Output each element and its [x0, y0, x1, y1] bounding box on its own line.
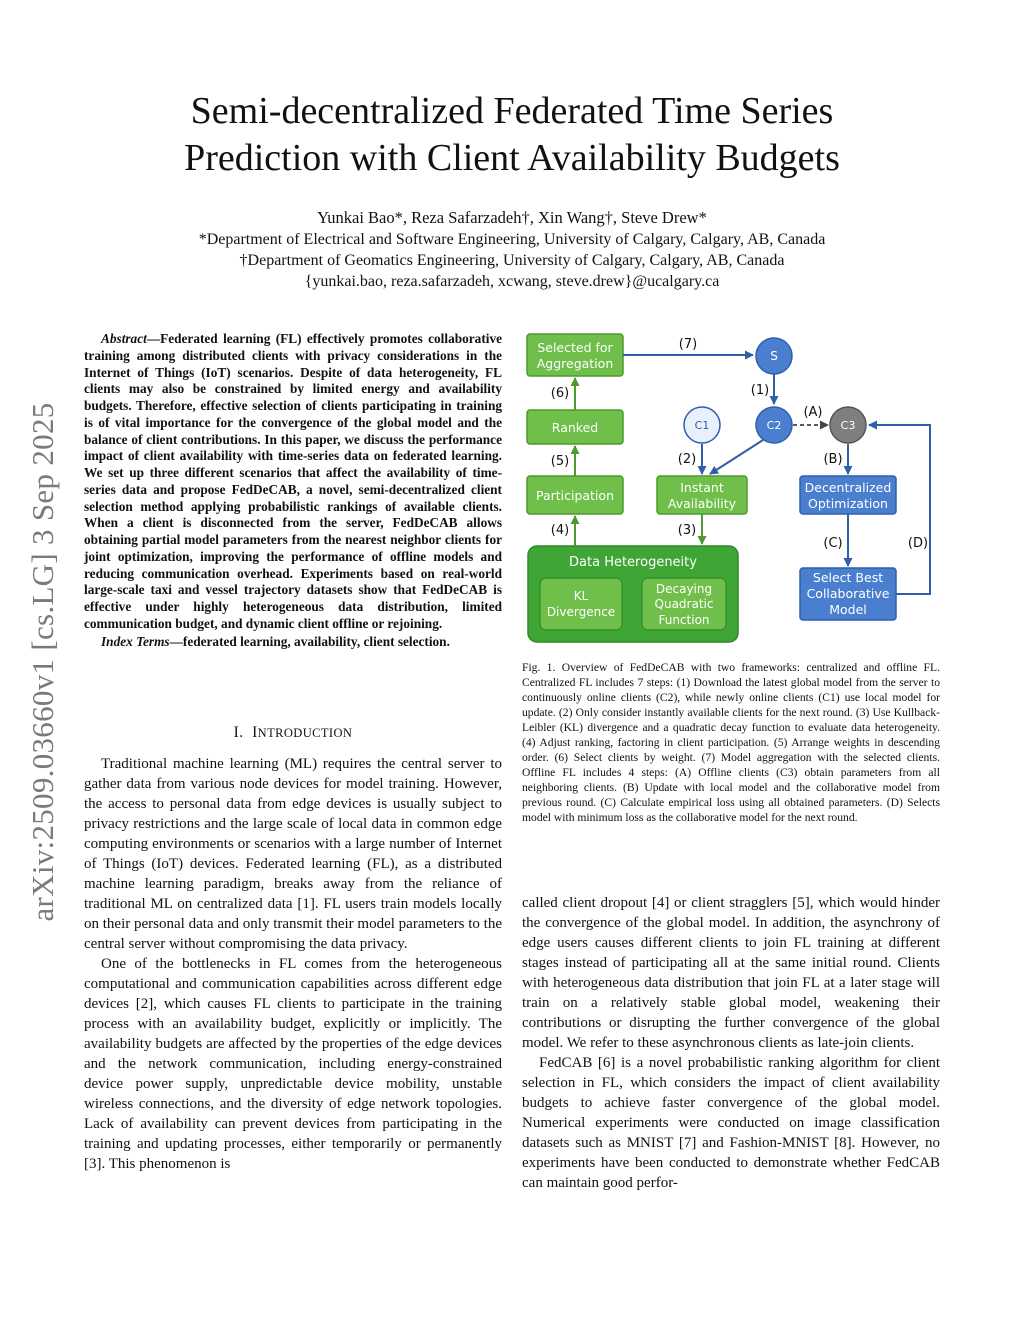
- step-2-label: (2): [677, 452, 697, 467]
- paragraph: One of the bottlenecks in FL comes from the heterogeneous computational and communication capabilities across different edge devices [2], which causes FL clients to participate in the training process with an availability budget, explicitly or implicitly. The availability budgets are affected by the properties of the edge devices and the network communication, including energy-constrained device power supply, unpredictable device mobility, unstable wireless connections, and the diversity of edge network topologies. Lack of availability can prevent devices from participating in the training and updating processes, either temporarily or permanently [3]. This phenomenon is: [84, 956, 502, 1172]
- section-heading: [84, 724, 502, 742]
- figure-caption: Fig. 1. Overview of FedDeCAB with two frameworks: centralized and offline FL. Centralized FL includes 7 steps: (1) Download the latest global model from the server to continuously online clients (C2), while newly online clients (C1) use local model for update. (2) Only consider instantly available clients for the next round. (3) Use Kullback-Leibler (KL) divergence and a quadratic decay function to evaluate data heterogeneity. (4) Adjust ranking, factoring in client participation. (5) Arrange weights in descending order. (6) Select clients by weight. (7) Model aggregation with the selected clients. Offline FL includes 4 steps: (A) Offline clients (C3) obtain parameters from all neighboring clients. (B) Update with local model and the collaborative model from previous round. (C) Calculate empirical loss using all obtained parameters. (D) Selects model with minimum loss as the collaborative model for the next round.: [522, 661, 940, 824]
- kl-divergence-box: [540, 578, 622, 630]
- server-label: S: [770, 349, 778, 363]
- paragraph: called client dropout [4] or client stragglers [5], which would hinder the convergence of the global model. In addition, the asynchrony of edge users causes different clients to join FL training at different stages instead of participating all at the same initial round. Clients with heterogeneous data distribution that join FL at a later stage will train on a relatively stable global model, weakening their contributions or disrupting the further convergence of the global model. We refer to these asynchronous clients as late-join clients.: [522, 895, 940, 1051]
- step-4-label: (4): [550, 523, 570, 538]
- client-c2-label: C2: [766, 419, 782, 432]
- instant-line1: Instant: [680, 480, 724, 495]
- decay-line3: Function: [658, 613, 710, 627]
- client-c3-label: C3: [840, 419, 856, 432]
- index-terms: [84, 634, 502, 651]
- affiliation-1: *Department of Electrical and Software Engineering, University of Calgary, Calgary, AB, Canada: [198, 231, 826, 248]
- abstract-text: —Federated learning (FL) effectively promotes collaborative training among distributed clients with privacy considerations in the Internet of Things (IoT) scenarios. Despite of data heterogeneity, FL clients may also be constrained by limited energy and availability budgets. Therefore, effective selection of clients participating in training is of vital importance for the convergence of the global model and the balance of client contributions. In this paper, we discuss the performance impact of client availability with time-series data on federated learning. We set up three different scenarios that affect the availability of time-series data and propose FedDeCAB, a novel, semi-decentralized client selection method applying probabilistic rankings of available clients. When a client is disconnected from the server, FedDeCAB allows obtaining partial model parameters from the nearest neighbor clients for joint optimization, improving the performance of offline models and reducing communication overhead. Experiments based on real-world large-scale taxi and vessel trajectory datasets show that FedDeCAB is effective under highly heterogeneous data distribution, limited communication budget, and dynamic client offline or rejoining.: [84, 331, 502, 631]
- step-a-label: (A): [803, 405, 823, 420]
- step-3-label: (3): [677, 523, 697, 538]
- decay-line1: Decaying: [655, 582, 713, 596]
- client-c1-label: C1: [694, 419, 710, 432]
- kl-line2: Divergence: [546, 605, 616, 619]
- step-6-label: (6): [550, 386, 570, 401]
- selected-line2: Aggregation: [536, 356, 614, 371]
- paper-title: [100, 88, 924, 182]
- figure-1: [520, 328, 944, 658]
- decentral-line2: Optimization: [808, 496, 888, 511]
- step-c-label: (C): [823, 536, 843, 551]
- step-d-label: (D): [907, 536, 929, 551]
- decay-line2: Quadratic: [654, 597, 714, 611]
- step-b-label: (B): [823, 452, 843, 467]
- section-number: I.: [233, 724, 244, 741]
- best-line1: Select Best: [812, 570, 884, 585]
- index-terms-label: Index Terms: [101, 633, 170, 649]
- ranked-label: Ranked: [551, 420, 599, 435]
- best-line2: Collaborative: [806, 586, 890, 601]
- figure-diagram: [520, 328, 944, 658]
- best-line3: Model: [829, 602, 867, 617]
- step-1-label: (1): [750, 383, 770, 398]
- affiliation-2: †Department of Geomatics Engineering, University of Calgary, Calgary, AB, Canada: [239, 252, 785, 269]
- data-heterogeneity-label: Data Heterogeneity: [569, 555, 697, 570]
- title-line-1: Semi-decentralized Federated Time Series: [190, 90, 834, 132]
- selected-line1: Selected for: [537, 340, 613, 355]
- author-names: Yunkai Bao*, Reza Safarzadeh†, Xin Wang†, Steve Drew*: [317, 208, 707, 227]
- body-left-column: [84, 754, 502, 1174]
- section-title-rest: NTRODUCTION: [257, 726, 353, 740]
- arrow-2b: [710, 440, 763, 474]
- step-5-label: (5): [550, 454, 570, 469]
- instant-line2: Availability: [667, 496, 737, 511]
- arxiv-stamp-text: arXiv:2509.03660v1 [cs.LG] 3 Sep 2025: [25, 402, 60, 922]
- kl-line1: KL: [573, 589, 589, 603]
- paragraph: FedCAB [6] is a novel probabilistic ranking algorithm for client selection in FL, which considers the impact of client availability budgets to achieve faster convergence of the global model. Numerical experiments were conducted on image classification datasets such as MNIST [7] and Fashion-MNIST [8]. However, no experiments have been conducted to demonstrate whether FedCAB can maintain good perfor-: [522, 1055, 940, 1191]
- decentral-line1: Decentralized: [804, 480, 892, 495]
- author-emails: {yunkai.bao, reza.safarzadeh, xcwang, steve.drew}@ucalgary.ca: [304, 273, 720, 290]
- body-right-column: [522, 893, 940, 1193]
- participation-label: Participation: [535, 488, 615, 503]
- section-title-initial: I: [252, 724, 258, 741]
- step-7-label: (7): [678, 337, 698, 352]
- abstract: [84, 331, 502, 650]
- paragraph: Traditional machine learning (ML) requires the central server to gather data from various node devices for model training. However, the access to personal data from edge devices is usually subject to privacy restrictions and the large scale of local data in common edge computing environments or scenarios with a large number of Internet of Things (IoT) devices. Federated learning (FL), as a distributed machine learning paradigm, breaks away from the reliance of traditional ML on centralized data [1]. FL users train models locally on their personal data and only transmit their model parameters to the central server without compromising the data privacy.: [84, 756, 502, 952]
- abstract-label: Abstract: [101, 331, 147, 346]
- author-block: [100, 207, 924, 292]
- index-terms-text: —federated learning, availability, client selection.: [169, 633, 450, 649]
- title-line-2: Prediction with Client Availability Budgets: [184, 137, 840, 179]
